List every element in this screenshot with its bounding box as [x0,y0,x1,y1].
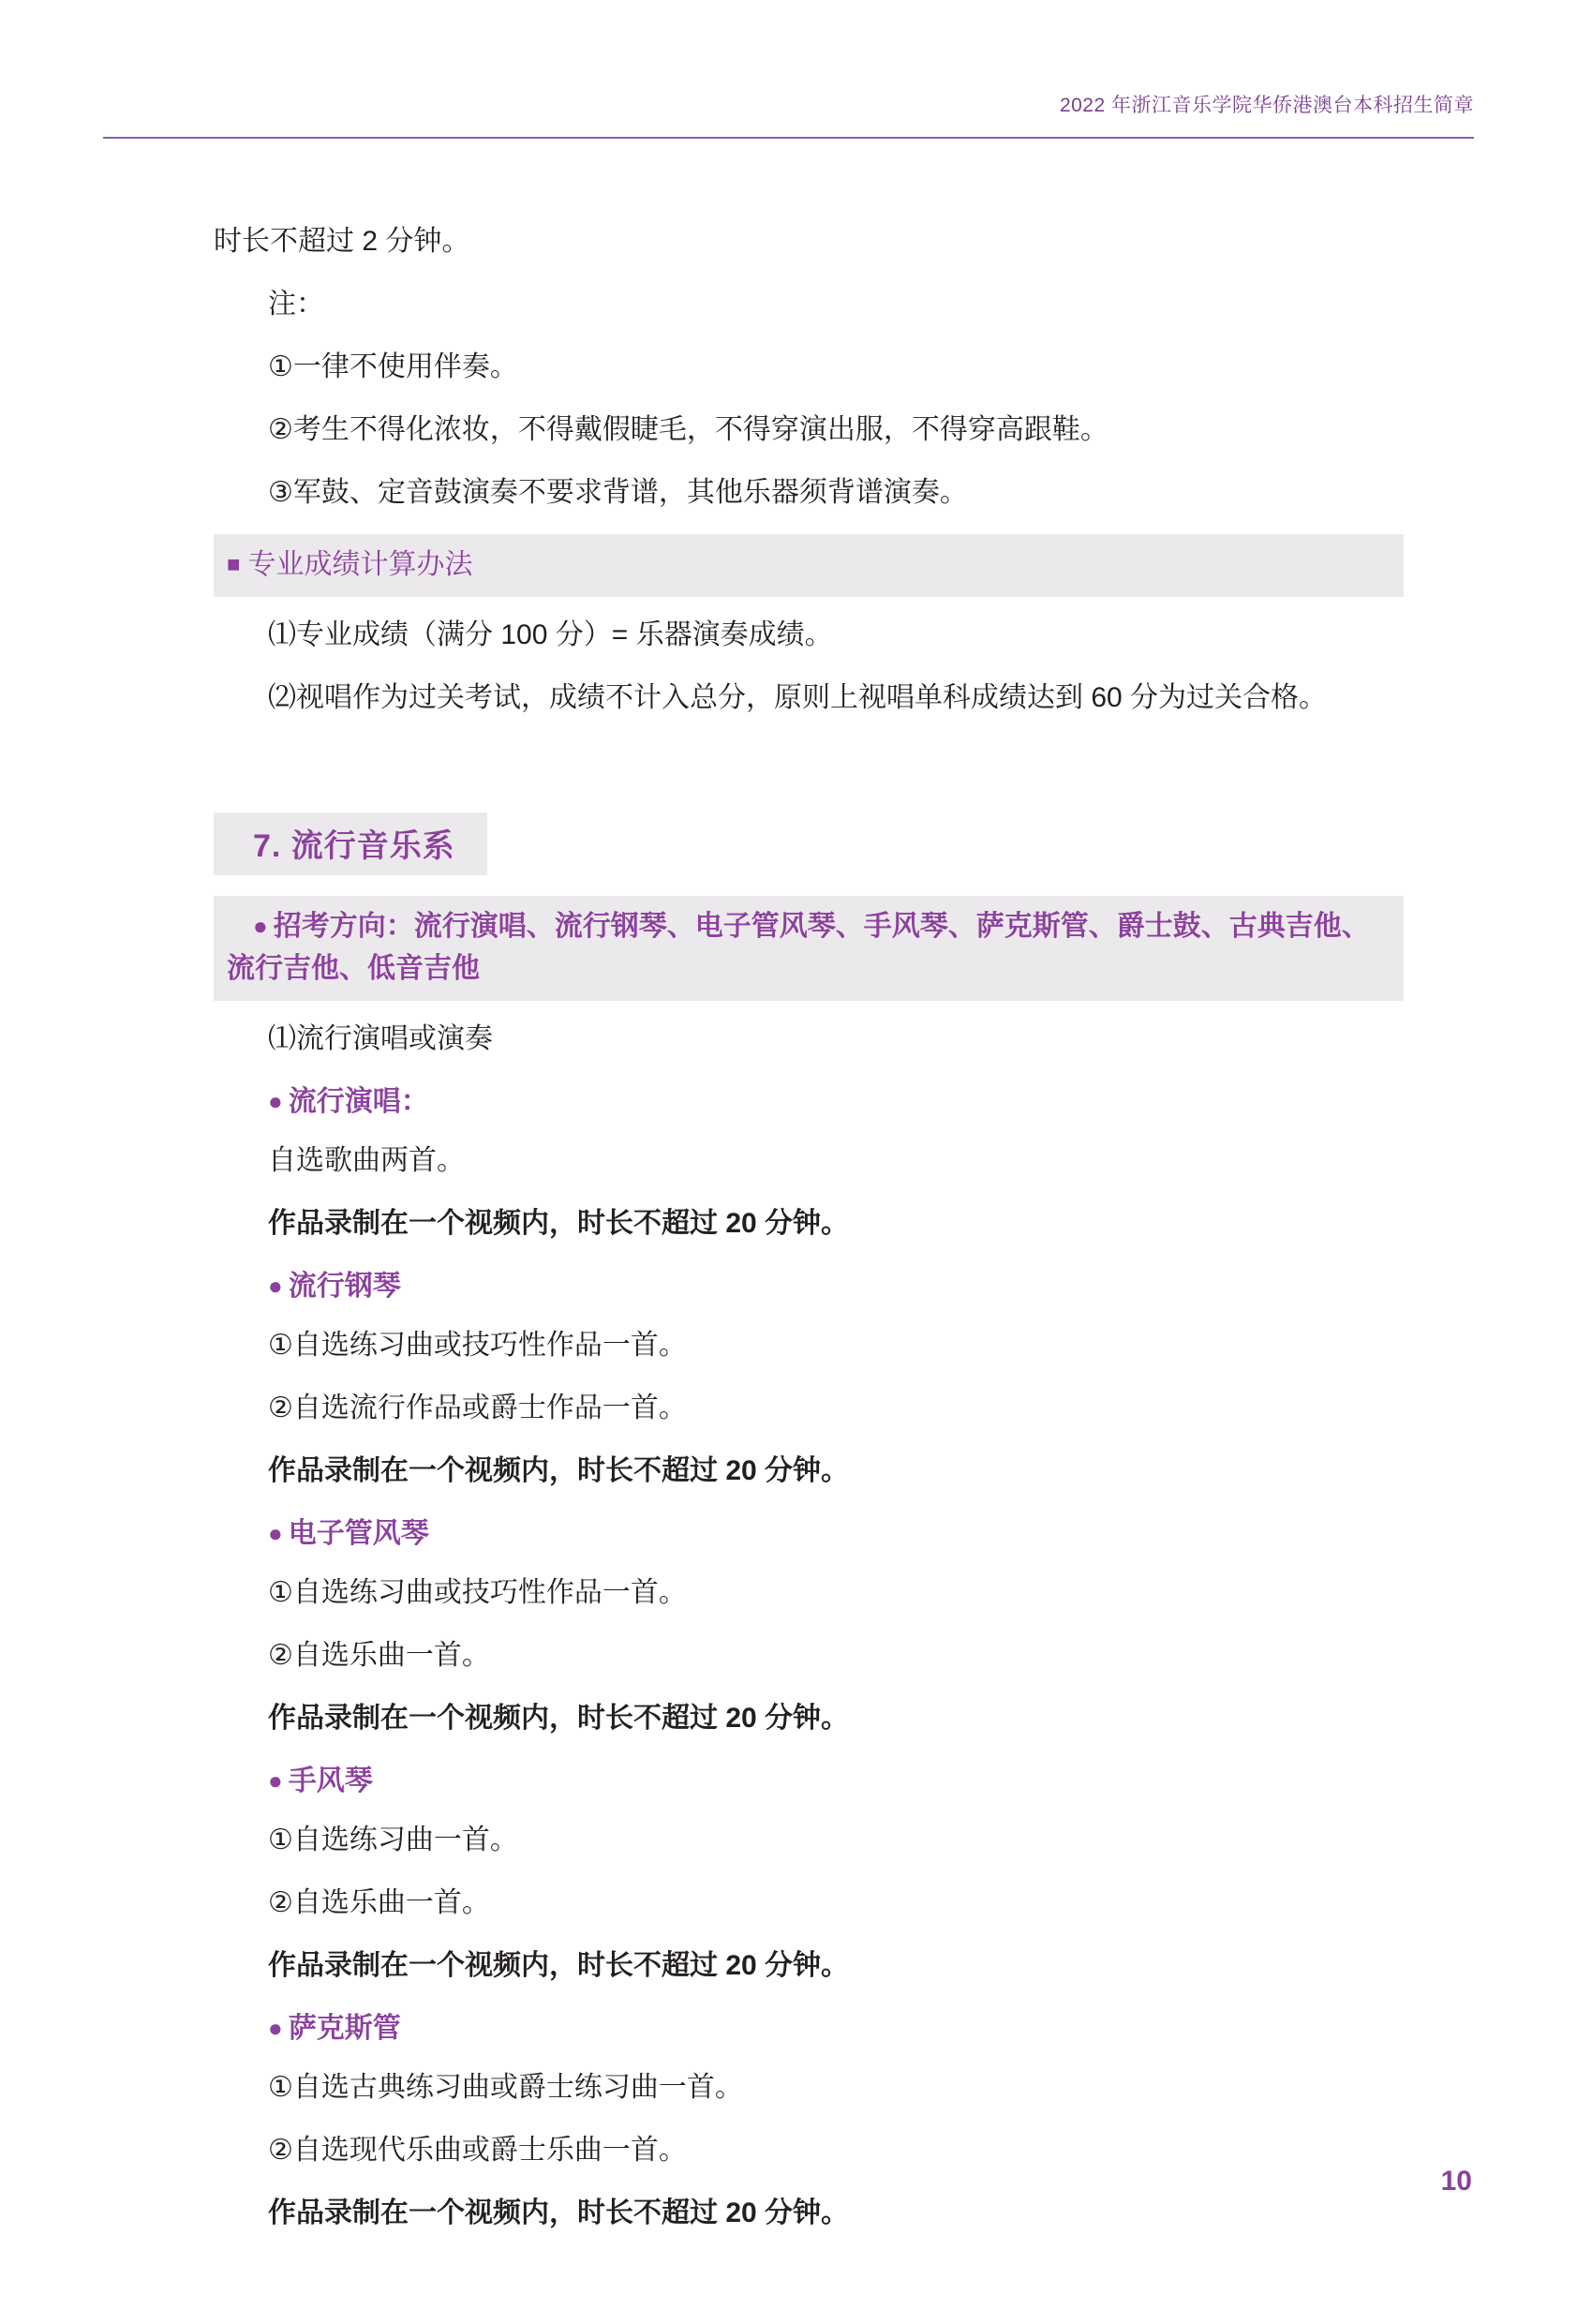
subhead-accordion [214,1760,1404,1802]
paragraph-accordion-1: ①自选练习曲一首。 [268,1825,518,1855]
paragraph-sax-1: ①自选古典练习曲或爵士练习曲一首。 [268,2072,743,2103]
paragraph-score-2: ⑵视唱作为过关考试，成绩不计入总分，原则上视唱单科成绩达到 60 分为过关合格。 [268,682,1328,713]
section-spacer [214,739,1404,812]
paragraph-sax-2: ②自选现代乐曲或爵士乐曲一首。 [268,2135,687,2166]
paragraph-note-3: ③军鼓、定音鼓演奏不要求背谱，其他乐器须背谱演奏。 [268,477,968,508]
round-bullet-icon: ● [268,2014,283,2042]
section-7-directions: 招考方向：流行演唱、流行钢琴、电子管风琴、手风琴、萨克斯管、爵士鼓、古典吉他、流行吉他、低音吉他 [227,911,1370,984]
paragraph-item-1: ⑴流行演唱或演奏 [268,1023,493,1054]
subhead-saxophone-label: 萨克斯管 [288,2013,401,2044]
paragraph-note-label: 注： [268,289,324,320]
score-method-title: 专业成绩计算办法 [247,549,473,580]
section-7-directions-band [214,896,1404,1001]
round-bullet-icon: ● [268,1766,283,1795]
paragraph-organ-2: ②自选乐曲一首。 [268,1640,490,1671]
paragraph-duration: 时长不超过 2 分钟。 [214,226,470,257]
page-number: 10 [1440,2166,1472,2197]
paragraph-pop-vocal-note: 作品录制在一个视频内，时长不超过 20 分钟。 [268,1208,850,1239]
paragraph-accordion-2: ②自选乐曲一首。 [268,1887,490,1918]
subhead-accordion-label: 手风琴 [288,1765,373,1796]
paragraph-pop-piano-2: ②自选流行作品或爵士作品一首。 [268,1393,687,1423]
subhead-electronic-organ [214,1512,1404,1555]
paragraph-pop-piano-note: 作品录制在一个视频内，时长不超过 20 分钟。 [268,1455,850,1486]
header-divider [103,137,1474,139]
page-content [214,220,1404,2255]
subhead-electronic-organ-label: 电子管风琴 [288,1518,429,1549]
subhead-pop-vocal-label: 流行演唱： [288,1086,429,1117]
paragraph-pop-piano-1: ①自选练习曲或技巧性作品一首。 [268,1330,687,1361]
paragraph-organ-1: ①自选练习曲或技巧性作品一首。 [268,1577,687,1608]
subhead-pop-piano-label: 流行钢琴 [288,1271,401,1302]
subhead-saxophone [214,2007,1404,2049]
paragraph-accordion-note: 作品录制在一个视频内，时长不超过 20 分钟。 [268,1950,850,1981]
paragraph-sax-note: 作品录制在一个视频内，时长不超过 20 分钟。 [268,2197,850,2228]
paragraph-pop-vocal-1: 自选歌曲两首。 [268,1145,465,1176]
header-title: 2022 年浙江音乐学院华侨港澳台本科招生简章 [1059,95,1474,116]
section-7-title-band [214,812,487,875]
section-7-title: 7. 流行音乐系 [253,828,455,864]
subhead-pop-vocal [214,1080,1404,1123]
subhead-pop-piano [214,1265,1404,1307]
paragraph-note-2: ②考生不得化浓妆，不得戴假睫毛，不得穿演出服，不得穿高跟鞋。 [268,414,1108,445]
paragraph-organ-note: 作品录制在一个视频内，时长不超过 20 分钟。 [268,1703,850,1734]
score-method-band [214,534,1404,597]
page-header [103,90,1474,146]
square-bullet-icon: ■ [227,552,241,577]
round-bullet-icon: ● [268,1272,283,1300]
paragraph-note-1: ①一律不使用伴奏。 [268,351,518,382]
round-bullet-icon: ● [268,1087,283,1115]
round-bullet-icon: ● [268,1519,283,1547]
paragraph-score-1: ⑴专业成绩（满分 100 分）= 乐器演奏成绩。 [268,619,833,650]
round-bullet-icon: ● [253,912,268,940]
